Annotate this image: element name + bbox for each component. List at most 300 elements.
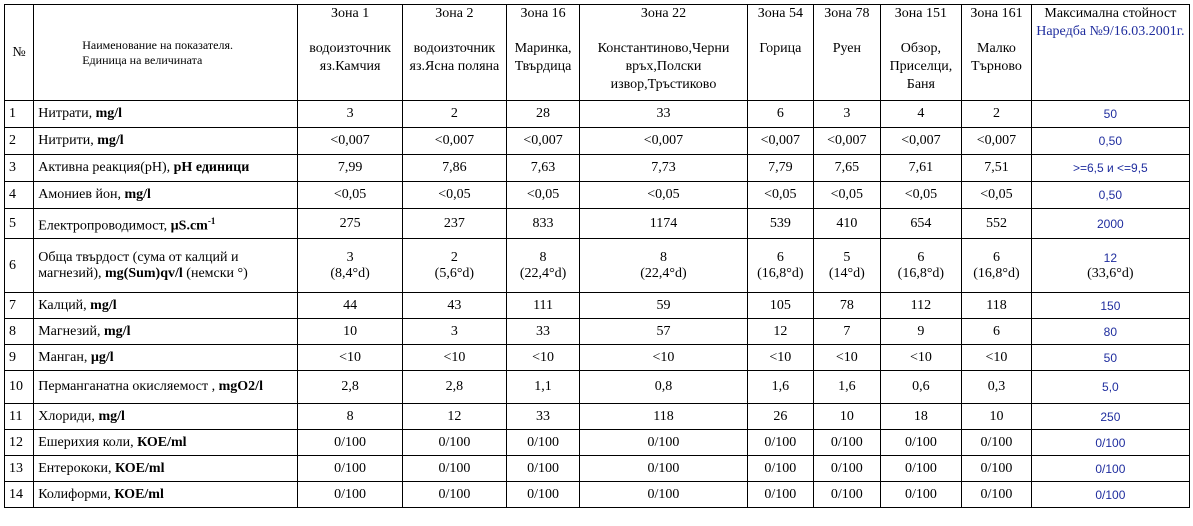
zone-value [962,345,1032,371]
zone-value [880,209,962,239]
zone-value [506,239,580,293]
zone-value [580,345,747,371]
max-value [1031,293,1189,319]
indicator-unit: КОЕ/ml [137,434,187,450]
max-value [1031,482,1189,508]
zone-value [747,482,814,508]
zone-value [814,155,881,182]
header-zone [580,5,747,101]
value-main: 33 [656,106,671,121]
zone-source: водоизточник яз.Ясна поляна [409,41,500,74]
value-main: 44 [343,297,358,313]
value-main: 3 [346,249,354,265]
value-secondary: (16,8°d) [897,265,945,281]
zone-value [880,319,962,345]
zone-value [580,155,747,182]
row-number: 14 [5,482,34,508]
zone-value [506,319,580,345]
value-secondary: (16,8°d) [973,265,1020,281]
zone-value [880,371,962,404]
row-number: 12 [5,430,34,456]
header-zone [403,5,507,101]
max-value [1031,101,1189,128]
zone-value [814,128,881,155]
value-main: <10 [769,349,792,365]
value-main: <10 [443,349,466,365]
zone-value [506,101,580,128]
max-main: >=6,5 и <=9,5 [1072,161,1148,175]
value-main: 8 [659,249,667,265]
value-secondary: (14°d) [828,265,865,281]
indicator-unit: mg(Sum)qv/l [105,265,183,281]
indicator-name [34,293,298,319]
value-main: <0,05 [526,187,560,202]
zone-value [298,128,403,155]
max-value [1031,128,1189,155]
value-main: 10 [839,408,854,424]
zone-label: Зона 1 [330,6,370,21]
max-value [1031,430,1189,456]
table-row [5,482,1190,508]
zone-source: Руен [832,41,861,56]
max-value [1031,319,1189,345]
zone-value [747,128,814,155]
zone-value [506,293,580,319]
value-main: 0/100 [527,486,559,502]
max-main: 50 [1103,350,1118,365]
indicator-name [34,128,298,155]
max-main: 80 [1103,324,1118,339]
value-main: 3 [843,106,851,121]
value-main: 18 [913,408,928,424]
zone-value [580,182,747,209]
zone-value [298,345,403,371]
value-main: 0/100 [647,434,680,450]
zone-value [403,209,507,239]
value-main: <0,007 [434,133,475,148]
indicator-name [34,430,298,456]
zone-value [403,456,507,482]
max-main: 0/100 [1095,461,1126,476]
zone-value [403,293,507,319]
value-main: 275 [339,215,361,231]
value-main: <10 [339,349,362,365]
value-main: 2 [992,106,1000,121]
zone-value [298,430,403,456]
value-main: 12 [773,323,788,339]
zone-label: Зона 78 [824,6,870,21]
zone-value [580,293,747,319]
zone-value [962,371,1032,404]
value-main: <0,05 [647,187,680,202]
row-number: 9 [5,345,34,371]
max-value [1031,239,1189,293]
zone-label: Зона 161 [970,6,1023,21]
zone-source: Маринка, Твърдица [514,41,572,74]
value-main: 7,99 [337,160,363,175]
zone-value [962,456,1032,482]
zone-value [298,482,403,508]
indicator-name [34,155,298,182]
indicator-name [34,182,298,209]
value-main: 57 [656,323,671,339]
zone-value [580,128,747,155]
value-main: 7,86 [442,160,467,175]
zone-value [880,128,962,155]
unit-note: (немски °) [182,265,248,281]
indicator-label: Ешерихия коли, [38,434,138,450]
zone-value [506,155,580,182]
value-main: 59 [656,297,671,313]
value-main: <0,05 [904,187,938,202]
table-row [5,456,1190,482]
max-main: 250 [1100,409,1121,424]
value-main: 0,8 [654,379,673,394]
zone-value [814,101,881,128]
zone-value [580,456,747,482]
indicator-unit: mg/l [95,106,123,121]
table-row [5,371,1190,404]
table-row [5,345,1190,371]
value-main: 7,65 [834,160,860,175]
row-number: 4 [5,182,34,209]
value-main: 833 [532,215,554,231]
value-main: 237 [443,215,465,231]
value-main: 8 [539,249,547,265]
value-main: 410 [836,215,858,231]
value-main: 6 [776,249,784,265]
zone-value [747,456,814,482]
indicator-unit: mgO2/l [218,379,263,394]
value-main: <0,007 [901,133,941,148]
zone-label: Зона 22 [640,6,687,21]
value-main: 0/100 [904,434,937,450]
zone-value [880,293,962,319]
zone-value [814,430,881,456]
value-main: <10 [909,349,932,365]
zone-value [814,404,881,430]
value-main: 7,61 [908,160,934,175]
zone-value [814,371,881,404]
value-main: 4 [917,106,925,121]
zone-value [747,371,814,404]
header-zone [814,5,881,101]
indicator-unit: mg/l [124,187,151,202]
zone-value [747,209,814,239]
header-name-line1: Наименование на показателя. [82,37,233,52]
value-main: 6 [992,323,1000,339]
value-main: 1,6 [838,379,856,394]
max-main: 150 [1100,298,1121,313]
value-main: 0/100 [764,460,797,476]
zone-value [403,319,507,345]
value-main: 0/100 [527,460,559,476]
value-main: 0,6 [912,379,930,394]
value-main: 0/100 [904,460,937,476]
zone-value [962,404,1032,430]
table-row [5,404,1190,430]
value-main: <0,007 [643,133,684,148]
header-max-value [1031,5,1189,101]
value-main: 0/100 [980,434,1013,450]
zone-value [580,319,747,345]
zone-source: Обзор, Приселци, Баня [889,41,953,92]
zone-value [403,371,507,404]
indicator-name [34,101,298,128]
indicator-label: Магнезий, [38,323,105,339]
row-number: 5 [5,209,34,239]
value-main: 552 [985,215,1007,231]
table-row [5,239,1190,293]
zone-value [403,345,507,371]
max-value [1031,456,1189,482]
value-main: 5 [843,249,851,265]
zone-value [403,239,507,293]
table-row [5,101,1190,128]
zone-value [962,155,1032,182]
indicator-name [34,482,298,508]
zone-value [298,155,403,182]
zone-value [403,430,507,456]
value-main: 0/100 [980,460,1013,476]
value-main: 1174 [649,215,678,231]
zone-value [403,404,507,430]
max-main: 0/100 [1095,435,1126,450]
indicator-unit: mg/l [97,133,124,148]
indicator-unit: mg/l [90,297,117,313]
value-main: <0,007 [827,133,867,148]
zone-value [506,345,580,371]
value-main: <0,05 [980,187,1013,202]
zone-value [962,128,1032,155]
indicator-name [34,239,298,293]
value-main: <0,05 [333,187,367,202]
value-main: 33 [536,323,551,339]
row-number: 13 [5,456,34,482]
zone-value [880,155,962,182]
zone-value [962,319,1032,345]
zone-value [962,182,1032,209]
indicator-label: Хлориди, [38,408,99,424]
value-main: 0,3 [987,379,1006,394]
table-row [5,430,1190,456]
zone-value [747,345,814,371]
zone-value [880,404,962,430]
max-main: 2000 [1097,216,1124,231]
header-zone [298,5,403,101]
value-main: 2,8 [445,379,464,394]
value-main: <10 [835,349,858,365]
row-number: 3 [5,155,34,182]
zone-value [298,456,403,482]
zone-value [962,293,1032,319]
zone-value [580,482,747,508]
value-main: 0/100 [334,460,367,476]
zone-value [814,345,881,371]
value-secondary: (22,4°d) [640,265,687,281]
value-secondary: (5,6°d) [434,265,475,281]
zone-source: водоизточник яз.Камчия [309,41,391,74]
water-quality-table [4,4,1190,508]
zone-label: Зона 2 [435,6,474,21]
zone-label: Зона 54 [757,6,803,21]
zone-source: Горица [759,41,802,56]
indicator-name [34,345,298,371]
table-row [5,182,1190,209]
zone-value [580,209,747,239]
header-zone [880,5,962,101]
value-main: 7,73 [651,160,676,175]
zone-value [403,101,507,128]
value-main: 7,79 [768,160,793,175]
zone-value [747,430,814,456]
value-main: 0/100 [764,486,797,502]
zone-value [962,101,1032,128]
value-main: 0/100 [334,486,367,502]
max-value [1031,404,1189,430]
value-main: 0/100 [647,486,680,502]
zone-value [298,182,403,209]
indicator-label: Манган, [38,349,91,365]
zone-value [506,456,580,482]
value-main: 6 [992,249,1000,265]
zone-value [962,430,1032,456]
max-main: 5,0 [1102,380,1119,394]
value-secondary: (22,4°d) [519,265,567,281]
zone-value [403,482,507,508]
max-value [1031,209,1189,239]
value-main: 6 [776,106,784,121]
value-main: 12 [447,408,462,424]
indicator-name [34,456,298,482]
indicator-label: Амониев йон, [38,187,125,202]
zone-value [298,209,403,239]
value-main: 26 [773,408,788,424]
zone-value [880,182,962,209]
table-row [5,155,1190,182]
indicator-label: Нитрати, [38,106,96,121]
indicator-label: Обща твърдост (сума от калций и магнезий), [38,249,239,281]
zone-value [580,371,747,404]
zone-value [747,101,814,128]
zone-value [298,319,403,345]
zone-label: Зона 151 [894,6,948,21]
table-row [5,128,1190,155]
table-row [5,319,1190,345]
value-main: <0,05 [830,187,864,202]
value-main: 9 [917,323,925,339]
value-main: 7,51 [984,160,1009,175]
row-number: 10 [5,371,34,404]
zone-value [298,371,403,404]
max-value [1031,155,1189,182]
zone-source: Малко Търново [971,41,1022,74]
zone-value [747,293,814,319]
zone-value [580,404,747,430]
zone-value [814,456,881,482]
zone-value [506,482,580,508]
value-main: 0/100 [647,460,680,476]
zone-value [747,404,814,430]
row-number: 8 [5,319,34,345]
value-main: 0/100 [438,434,471,450]
header-number: № [5,5,34,101]
indicator-name [34,404,298,430]
value-main: 0/100 [438,486,471,502]
value-main: 0/100 [830,434,863,450]
zone-value [880,456,962,482]
indicator-unit: µg/l [90,349,114,365]
header-zone [506,5,580,101]
zone-value [962,482,1032,508]
zone-value [747,155,814,182]
table-body [5,101,1190,508]
value-main: 2 [450,106,458,121]
zone-value [506,209,580,239]
value-main: <0,007 [760,133,801,148]
value-main: <0,05 [764,187,797,202]
indicator-unit: µS.cm [170,218,208,234]
max-title: Максимална стойност [1044,6,1177,21]
value-main: 33 [536,408,551,424]
value-secondary: (16,8°d) [757,265,804,281]
value-main: 0/100 [527,434,559,450]
table-row [5,209,1190,239]
zone-value [506,404,580,430]
max-main: 0,50 [1098,188,1123,202]
value-main: 112 [910,297,932,313]
value-main: 111 [533,297,554,313]
header-name-line2: Единица на величината [82,52,203,67]
max-regulation: Наредба №9/16.03.2001г. [1036,24,1185,39]
indicator-unit: КОЕ/ml [114,460,165,476]
row-number: 1 [5,101,34,128]
indicator-label: Калций, [38,297,91,313]
zone-value [880,482,962,508]
zone-value [506,182,580,209]
max-value [1031,371,1189,404]
indicator-name [34,371,298,404]
value-main: 0/100 [980,486,1013,502]
indicator-label: Нитрити, [38,133,98,148]
row-number: 6 [5,239,34,293]
value-main: 105 [769,297,791,313]
zone-value [506,430,580,456]
zone-value [962,209,1032,239]
zone-value [880,239,962,293]
indicator-label: Перманганатна окисляемост , [38,379,219,394]
row-number: 2 [5,128,34,155]
zone-value [814,482,881,508]
indicator-unit: mg/l [104,323,131,339]
value-main: <0,007 [523,133,563,148]
value-main: 0/100 [830,486,863,502]
value-main: 28 [536,106,551,121]
zone-value [747,239,814,293]
value-main: 0/100 [830,460,863,476]
value-main: <10 [532,349,554,365]
value-main: 654 [910,215,932,231]
value-main: <10 [985,349,1008,365]
value-secondary: (8,4°d) [330,265,370,281]
zone-source: Константиново,Черни връх,Полски извор,Тръстиково [597,41,730,92]
value-main: 3 [346,106,354,121]
value-main: 0/100 [764,434,797,450]
max-value [1031,182,1189,209]
value-main: 1,6 [771,379,790,394]
value-main: <0,007 [976,133,1017,148]
indicator-unit: pH единици [173,160,250,175]
